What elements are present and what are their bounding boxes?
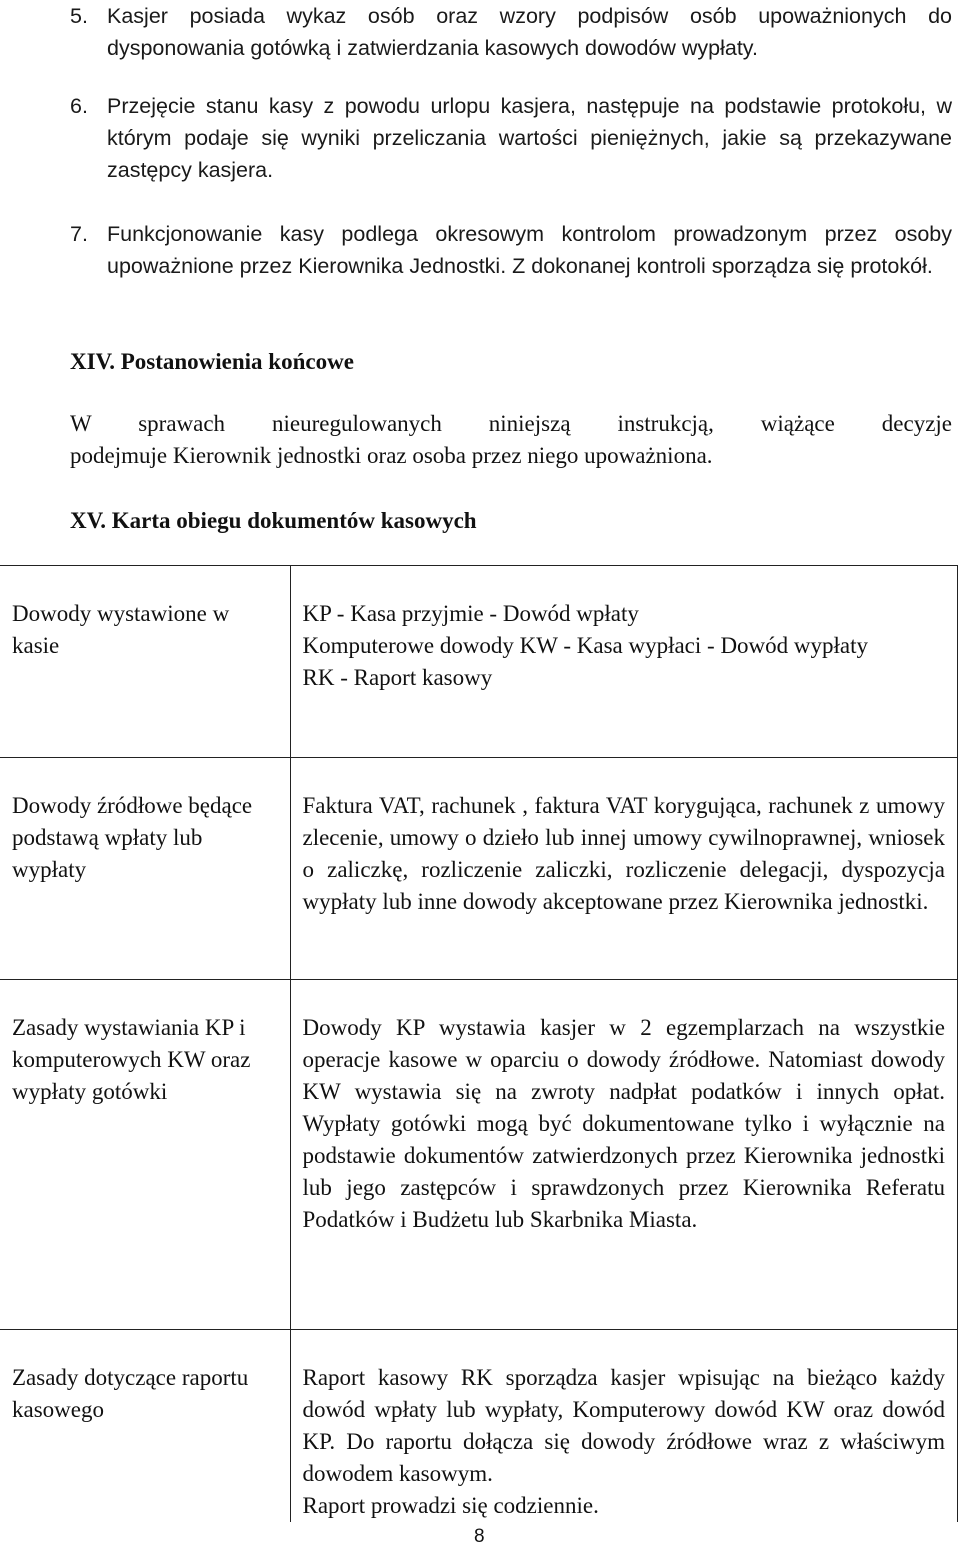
list-item-number: 7. (70, 222, 88, 246)
description-line: KP - Kasa przyjmie - Dowód wpłaty (302, 601, 639, 626)
list-item-text: Przejęcie stanu kasy z powodu urlopu kasjera, następuje na podstawie protokołu, w którym podaje się wyniki przeliczania wartości pieniężnych, jakie są przekazywane zastępcy kasjera. (107, 94, 952, 182)
row-label: Zasady wystawiania KP i komputerowych KW oraz wypłaty gotówki (0, 980, 290, 1330)
description-line: Komputerowe dowody KW - Kasa wypłaci - Dowód wypłaty (302, 633, 869, 658)
section-xiv-paragraph (70, 408, 952, 472)
table-row (0, 980, 958, 1330)
section-heading-xv: XV. Karta obiegu dokumentów kasowych (70, 508, 477, 533)
row-description: Dowody KP wystawia kasjer w 2 egzemplarzach na wszystkie operacje kasowe w oparciu o dowody źródłowe. Natomiast dowody KW wystawia się na zwroty nadpłat podatków i innych opłat. Wypłaty gotówki mogą być dokumentowane tylko i wyłącznie na podstawie dokumentów zatwierdzonych przez Kierownika jednostki lub jego zastępców i sprawdzonych przez Kierownika Referatu Podatków i Budżetu lub Skarbnika Miasta. (290, 980, 958, 1330)
list-item-6 (70, 90, 952, 186)
list-item-text: Funkcjonowanie kasy podlega okresowym kontrolom prowadzonym przez osoby upoważnione przez Kierownika Jednostki. Z dokonanej kontroli sporządza się protokół. (107, 222, 952, 278)
table-row (0, 1330, 958, 1523)
paragraph-line: W sprawach nieuregulowanych niniejszą instrukcją, wiążące decyzje (70, 411, 952, 436)
description-text: Raport kasowy RK sporządza kasjer wpisując na bieżąco każdy dowód wpłaty lub wypłaty, Komputerowy dowód KW oraz dowód KP. Do raportu dołącza się dowody źródłowe wraz z właściwym dowodem kasowym. (302, 1365, 945, 1486)
row-label: Dowody źródłowe będące podstawą wpłaty lub wypłaty (0, 758, 290, 980)
document-flow-table (0, 565, 958, 1522)
list-item-number: 6. (70, 94, 88, 118)
list-item-5 (70, 0, 952, 64)
paragraph-line: podejmuje Kierownik jednostki oraz osoba przez niego upoważniona. (70, 443, 713, 468)
row-description: Faktura VAT, rachunek , faktura VAT korygująca, rachunek z umowy zlecenie, umowy o dzieło lub innej umowy cywilnoprawnej, wniosek o zaliczkę, rozliczenie zaliczki, rozliczenie delegacji, dyspozycja wypłaty lub inne dowody akceptowane przez Kierownika jednostki. (290, 758, 958, 980)
table-row (0, 566, 958, 758)
list-item-number: 5. (70, 4, 88, 28)
list-item-7 (70, 218, 952, 282)
description-line: RK - Raport kasowy (302, 665, 493, 690)
table-row (0, 758, 958, 980)
section-heading-xiv: XIV. Postanowienia końcowe (70, 349, 354, 374)
row-label: Zasady dotyczące raportu kasowego (0, 1330, 290, 1523)
row-label: Dowody wystawione w kasie (0, 566, 290, 758)
row-description (290, 1330, 958, 1523)
page-number: 8 (474, 1526, 485, 1547)
list-item-text: Kasjer posiada wykaz osób oraz wzory podpisów osób upoważnionych do dysponowania gotówką i zatwierdzania kasowych dowodów wypłaty. (107, 4, 952, 60)
description-line: Raport prowadzi się codziennie. (302, 1493, 599, 1518)
row-description (290, 566, 958, 758)
